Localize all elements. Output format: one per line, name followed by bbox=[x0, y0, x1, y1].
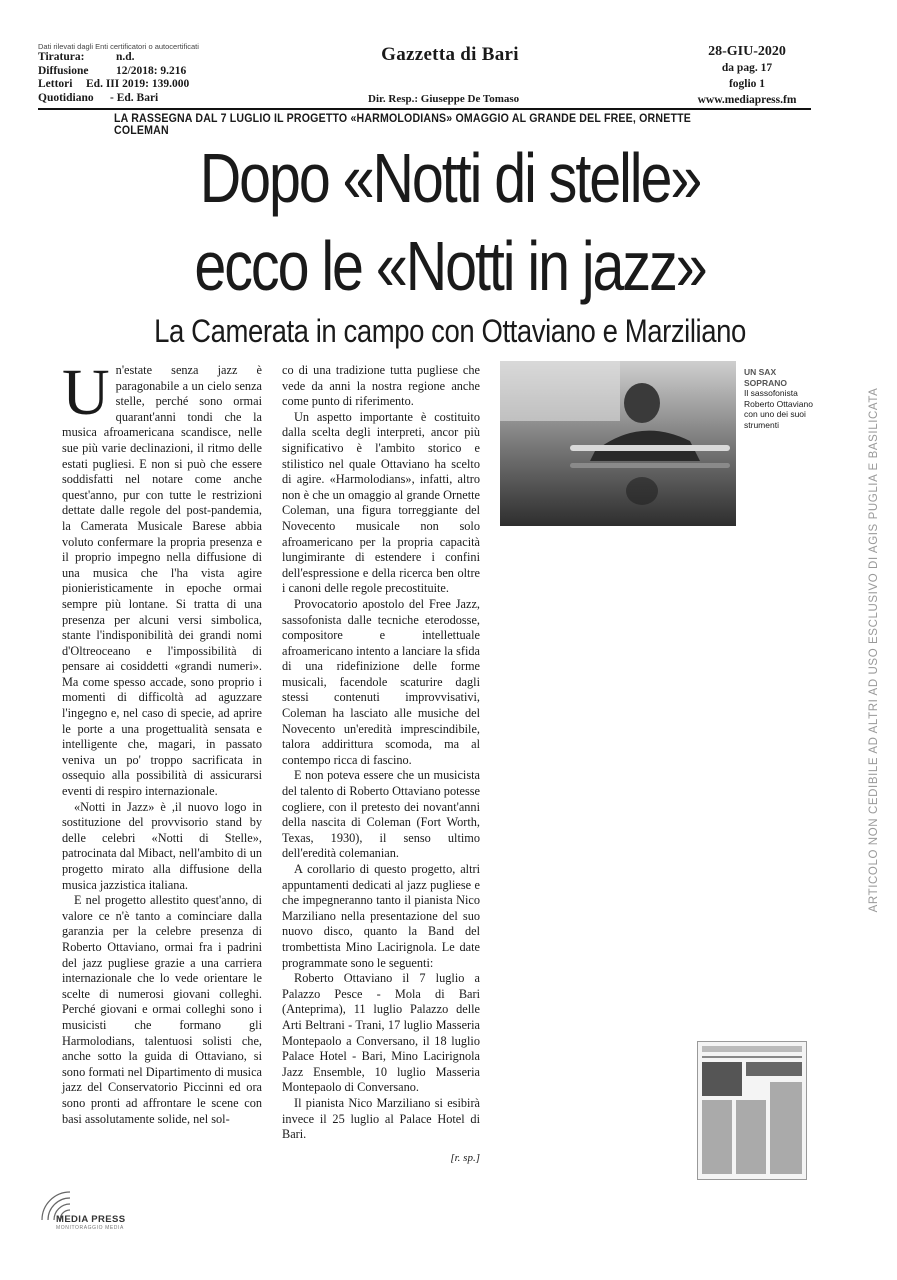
paragraph: Provocatorio apostolo del Free Jazz, sassofonista dalle tecniche eterodosse, compositore e intellettuale afroamericano intento a lanciare la sfida di una ridefinizione delle forme musicali, facendole scaturire dagli stessi contenuti improvvisativi, Coleman ha lasciato alle musiche del Novecento un'eredità imprescindibile, talora addirittura scomoda, ma al contempo ricca di fascino. bbox=[282, 596, 480, 767]
thumbnail-illustration bbox=[698, 1042, 806, 1179]
vertical-notice bbox=[862, 387, 886, 913]
caption-body: Il sassofonista Roberto Ottaviano con uno dei suoi strumenti bbox=[744, 388, 813, 430]
paragraph: Un'estate senza jazz è paragonabile a un cielo senza stelle, perché sono ormai quarant'anni tondi che la musica afroamericana scandisce, nelle sue più varie declinazioni, il ritmo delle estati pugliesi. E non si può che essere soddisfatti nel notare come anche quest'anno, pur con tutte le restrizioni dettate dalle regole del post-pandemia, la Camerata Musicale Barese abbia voluto confermare la propria presenza e il proprio impegno nella diffusione di una musica che l'ha vista agire pionieristicamente in epoche ormai sempre più lontane. Si tratta di una presenza per alcuni versi simbolica, stante l'indisponibilità dei grandi nomi d'Oltreoceano e l'impossibilità di pensare ai cosiddetti «grandi numeri». Ma come spesso accade, sono proprio i momenti di difficoltà ad aguzzare l'ingegno e, nel caso di specie, ad aprire le porte a una progettualità sensata e intelligente che, magari, in passato veniva un po' troppo sacrificata in ossequio alla possibilità di assicurarsi eventi di respiro internazionale. bbox=[62, 356, 262, 799]
signature: [r. sp.] bbox=[450, 1151, 480, 1164]
photo-illustration bbox=[500, 361, 736, 526]
header-row: Lettori Ed. III 2019: 139.000 bbox=[38, 78, 190, 90]
drop-cap: U bbox=[62, 356, 110, 429]
header-info bbox=[38, 42, 199, 105]
sheet: foglio 1 bbox=[728, 78, 766, 90]
pages: da pag. 17 bbox=[721, 62, 773, 74]
headline bbox=[130, 134, 770, 310]
paragraph: A corollario di questo progetto, altri appuntamenti dedicati al jazz pugliese e che impegneranno tanto il pianista Nico Marziliano nella presentazione del suo nuovo disco, quanto la Band del trombettista Mino Lacirignola. Le date programmate sono le seguenti: bbox=[282, 862, 480, 970]
paragraph: E non poteva essere che un musicista del talento di Roberto Ottaviano potesse cogliere, con il pretesto dei novant'anni della nascita di Coleman (Fort Worth, Texas, 1930), il senso ultimo dell'eredità colemanian. bbox=[282, 768, 480, 861]
article-column-1 bbox=[62, 356, 262, 1127]
mediapress-logo bbox=[40, 1190, 160, 1240]
paragraph: Un aspetto importante è costituito dalla scelta degli interpreti, ancor più significativo è l'ambito storico e stilistico nel quale Ottaviano ha scelto di agire. «Harmolodians», infatti, altro non è che un omaggio al grande Ornette Coleman, una figura torreggiante del Novecento musicale non solo afroamericano per la propria capacità lungimirante di estendere i confini dell'espressione e della ricerca ben oltre i canoni delle regole precostituite. bbox=[282, 409, 480, 596]
caption-head: UN SAX SOPRANO bbox=[744, 367, 787, 388]
date: 28-GIU-2020 bbox=[708, 44, 786, 59]
header-row: Tiratura: n.d. bbox=[38, 51, 135, 63]
header-row: Diffusione 12/2018: 9.216 bbox=[38, 64, 187, 77]
logo-tagline: MONITORAGGIO MEDIA bbox=[56, 1225, 124, 1231]
director: Dir. Resp.: Giuseppe De Tomaso bbox=[368, 93, 520, 105]
subheadline: La Camerata in campo con Ottaviano e Marziliano bbox=[154, 313, 746, 349]
site-link[interactable]: www.mediapress.fm bbox=[697, 94, 797, 106]
paragraph: «Notti in Jazz» è ,il nuovo logo in sostituzione del provvisorio stand by delle celebri «Notti di Stelle», patrocinata dal Mibact, nell'ambito di un progetto mirato alla diffusione della musica jazzistica italiana. bbox=[62, 799, 262, 892]
kicker: LA RASSEGNA DAL 7 LUGLIO IL PROGETTO «HARMOLODIANS» OMAGGIO AL GRANDE DEL FREE, ORNETTE COLEMAN bbox=[114, 113, 691, 137]
vertical-notice-text: ARTICOLO NON CEDIBILE AD ALTRI AD USO ESCLUSIVO DI AGIS PUGLIA E BASILICATA bbox=[868, 387, 880, 913]
publication-name: Gazzetta di Bari bbox=[381, 44, 519, 65]
header-row: Quotidiano - Ed. Bari bbox=[38, 91, 159, 104]
paragraph: Il pianista Nico Marziliano si esibirà invece il 25 luglio al Palace Hotel di Bari. bbox=[282, 1095, 480, 1142]
headline-line1: Dopo «Notti di stelle» bbox=[199, 139, 701, 217]
paragraph: Roberto Ottaviano il 7 luglio a Palazzo Pesce - Mola di Bari (Anteprima), 11 luglio Palazzo delle Arti Beltrani - Trani, 17 luglio Masseria Montepaolo a Conversano, il 18 luglio Palace Hotel - Bari, Mino Lacirignola Jazz Ensemble, 10 luglio Masseria Montepaolo di Conversano. bbox=[282, 971, 480, 1095]
page-thumbnail[interactable] bbox=[697, 1041, 807, 1180]
header-rule bbox=[38, 108, 811, 110]
header-meta bbox=[692, 44, 802, 108]
headline-line2: ecco le «Notti in jazz» bbox=[194, 227, 706, 305]
logo-name: MEDIA PRESS bbox=[56, 1214, 126, 1225]
disclaimer: Dati rilevati dagli Enti certificatori o autocertificati bbox=[38, 42, 199, 51]
article-photo bbox=[500, 361, 736, 526]
paragraph: E nel progetto allestito quest'anno, di valore ce n'è tanto a cominciare dalla garanzia per la celebre presenza di Roberto Ottaviano, ormai fra i padrini del jazz pugliese grazie a una carriera internazionale che lo vede orientare le scelte di numerosi giovani colleghi. Perché giovani e ormai colleghi sono i musicisti che formano gli Harmolodians, talentuosi solisti che, anche sotto la guida di Ottaviano, si sono formati nel Dipartimento di musica jazz del Conservatorio Piccinni ed ora sono pronti ad affrontare le scene con basi assolutamente solide, nel sol- bbox=[62, 893, 262, 1126]
photo-caption bbox=[744, 367, 814, 430]
article-column-2 bbox=[282, 363, 480, 1166]
paragraph: co di una tradizione tutta pugliese che vede da anni la nostra regione anche come punto di riferimento. bbox=[282, 363, 480, 409]
